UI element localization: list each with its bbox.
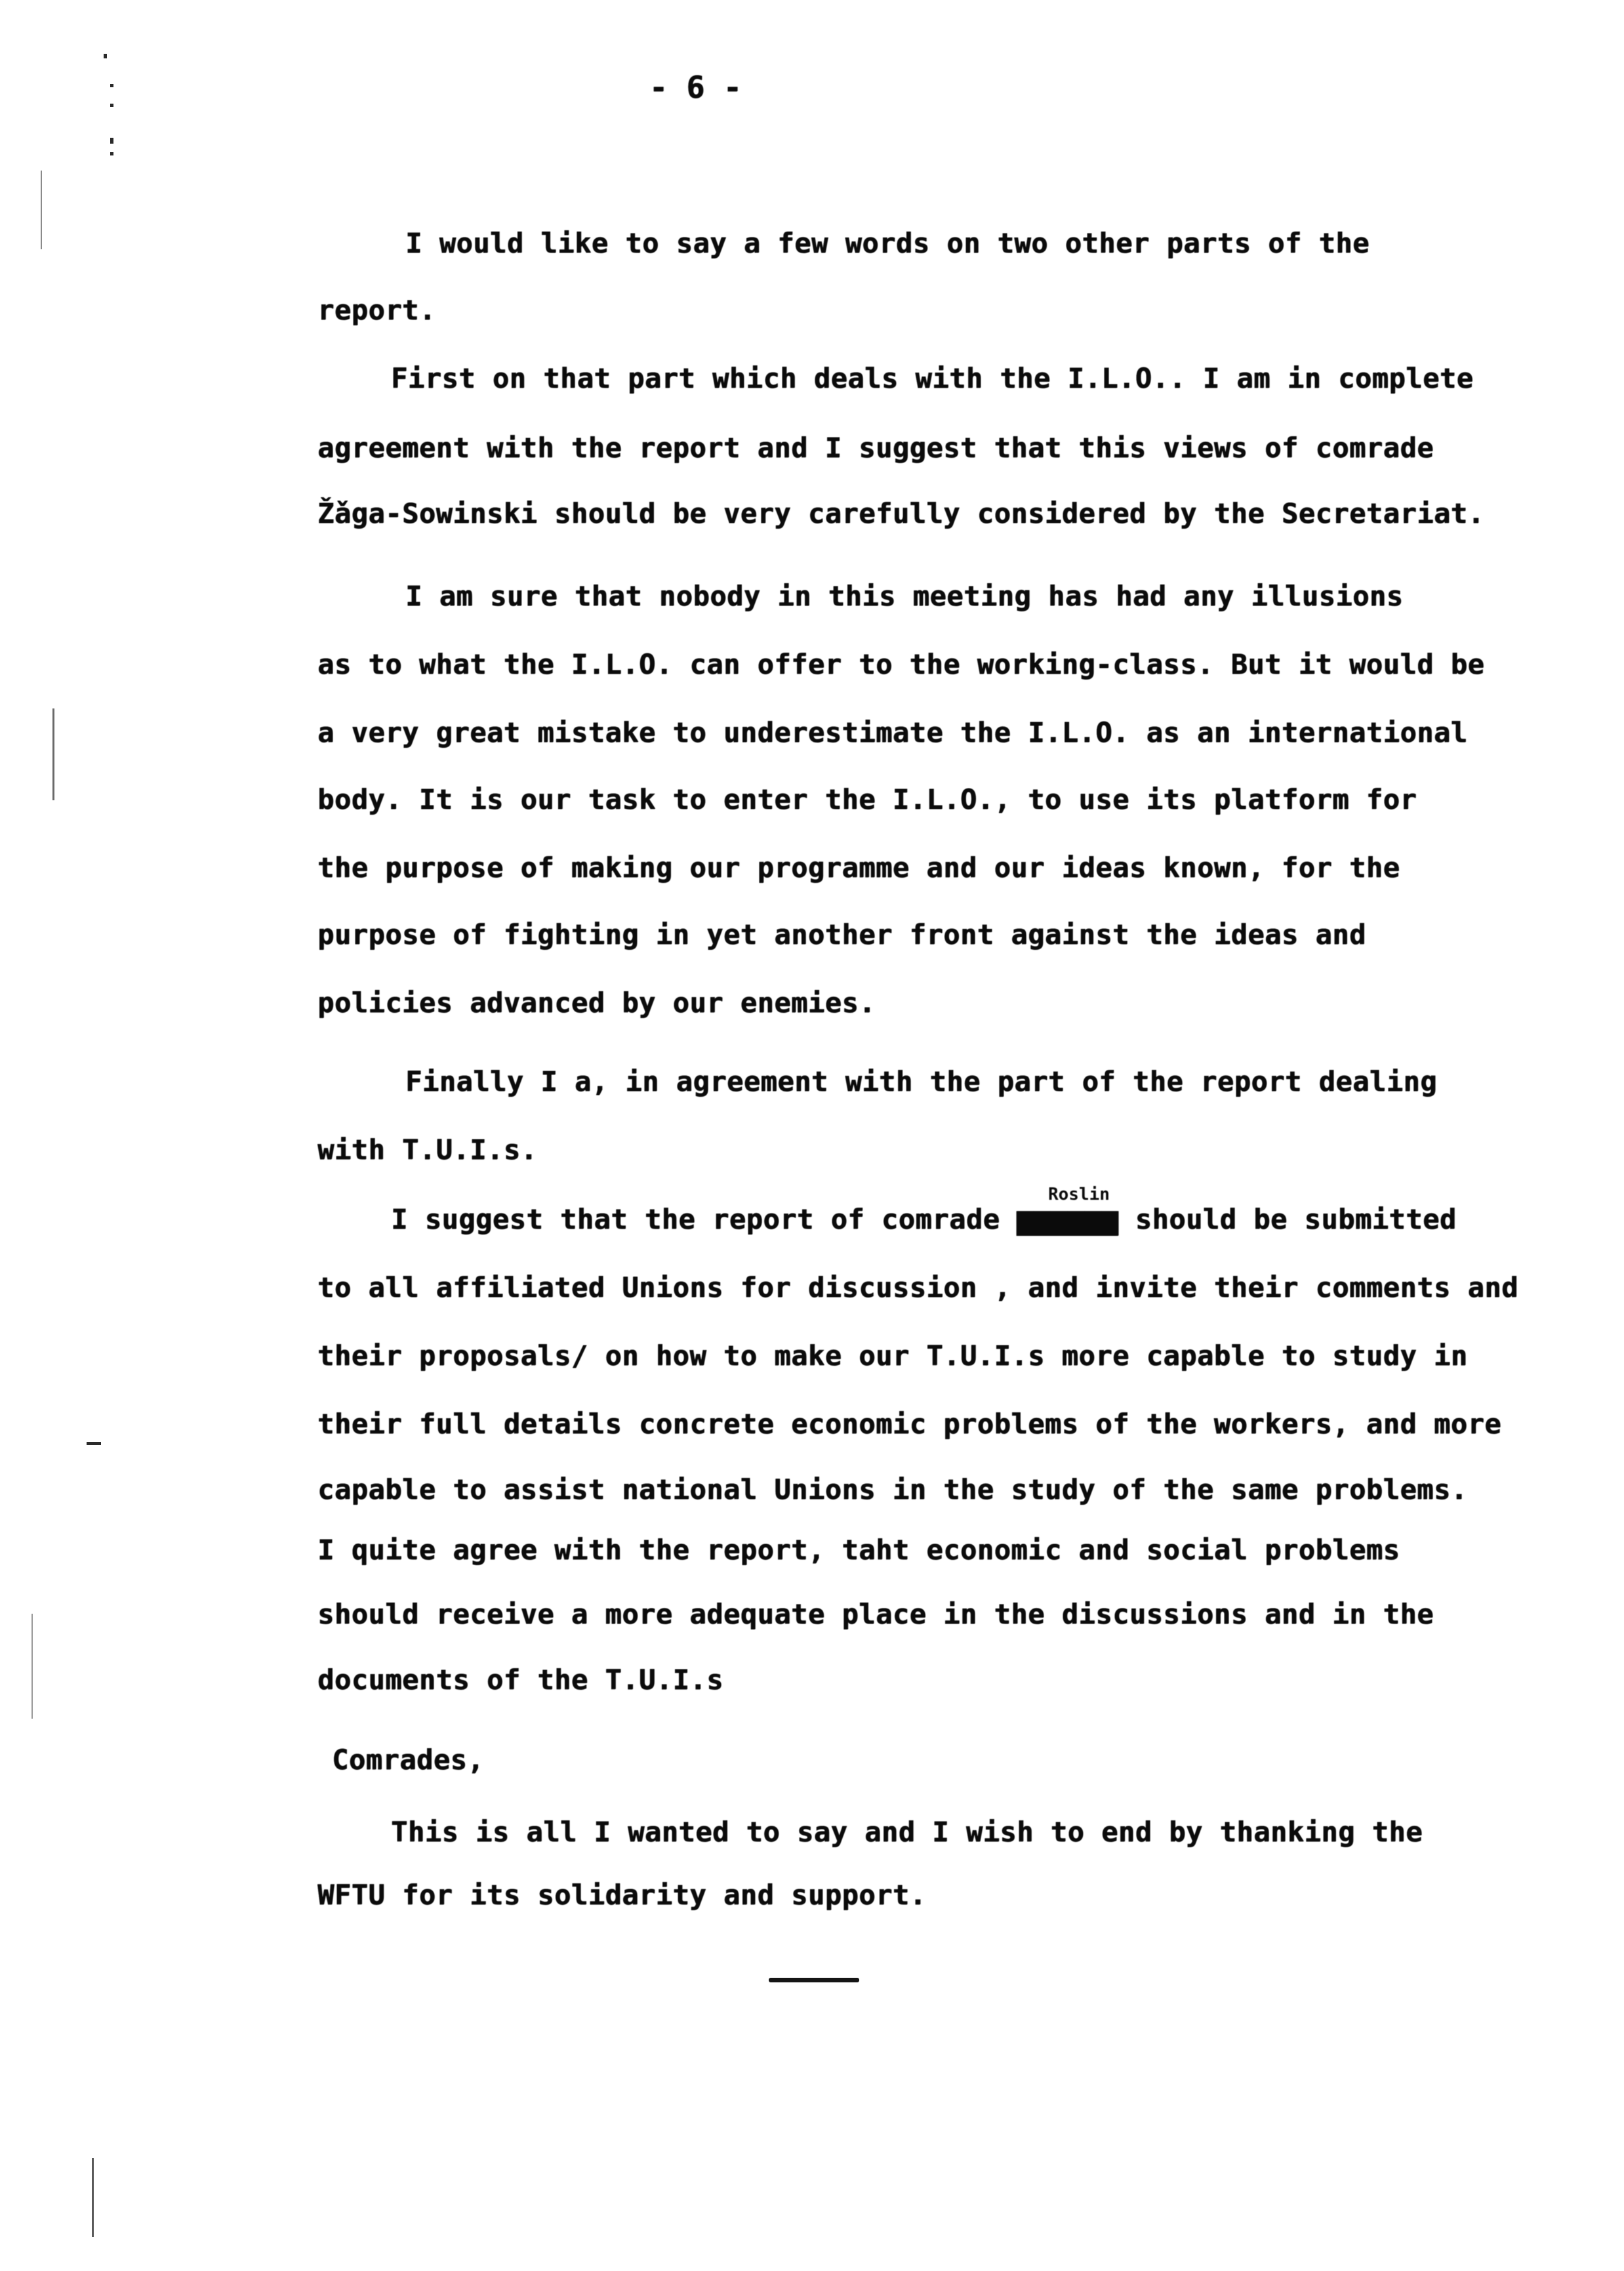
text-line: body. It is our task to enter the I.L.O., to use its platform for xyxy=(317,783,1417,815)
text-line: This is all I wanted to say and I wish to end by thanking the xyxy=(391,1816,1423,1848)
margin-dot xyxy=(110,84,113,87)
margin-dot xyxy=(110,104,113,107)
margin-edge-line xyxy=(31,1614,33,1719)
text-line: Finally I a, in agreement with the part of the report dealing xyxy=(405,1065,1437,1097)
text-line: the purpose of making our programme and our ideas known, for the xyxy=(317,851,1400,884)
text-line: I am sure that nobody in this meeting has had any illusions xyxy=(405,580,1404,612)
closing-rule xyxy=(769,1978,859,1982)
margin-edge-line xyxy=(41,171,42,249)
text-line: I suggest that the report of comrade ▆▆▆▆▆▆ should be submitted xyxy=(391,1203,1457,1235)
text-line: a very great mistake to underestimate the I.L.O. as an international xyxy=(317,716,1468,748)
text-line: purpose of fighting in yet another front against the ideas and xyxy=(317,918,1366,951)
text-line: should receive a more adequate place in the discussions and in the xyxy=(317,1598,1434,1630)
text-line: capable to assist national Unions in the study of the same problems. xyxy=(317,1473,1468,1505)
text-line: I quite agree with the report, taht economic and social problems xyxy=(317,1534,1400,1566)
text-line: agreement with the report and I suggest that this views of comrade xyxy=(317,432,1434,464)
text-line: I would like to say a few words on two other parts of the xyxy=(405,227,1370,259)
margin-dot xyxy=(104,54,107,58)
margin-dot xyxy=(110,138,113,144)
handwritten-insert: Roslin xyxy=(1048,1185,1110,1204)
text-line: their full details concrete economic problems of the workers, and more xyxy=(317,1408,1502,1440)
margin-edge-line xyxy=(52,708,54,800)
text-line: report. xyxy=(317,294,436,326)
text-line: their proposals/ on how to make our T.U.I.s more capable to study in xyxy=(317,1340,1468,1372)
text-line: as to what the I.L.O. can offer to the working-class. But it would be xyxy=(317,648,1485,680)
page-number: - 6 - xyxy=(649,70,742,105)
text-line: with T.U.I.s. xyxy=(317,1134,538,1166)
text-line: to all affiliated Unions for discussion , and invite their comments and xyxy=(317,1271,1518,1303)
margin-dash xyxy=(87,1442,101,1445)
text-line: documents of the T.U.I.s xyxy=(317,1664,723,1696)
text-line: WFTU for its solidarity and support. xyxy=(317,1879,927,1911)
text-line: Ž̌aga-Sowinski should be very carefully considered by the Secretariat. xyxy=(317,497,1485,529)
margin-dot xyxy=(110,152,113,155)
text-line: First on that part which deals with the I.L.O.. I am in complete xyxy=(391,362,1474,394)
text-line: policies advanced by our enemies. xyxy=(317,987,876,1019)
margin-edge-line xyxy=(92,2158,94,2237)
salutation: Comrades, xyxy=(332,1744,485,1776)
